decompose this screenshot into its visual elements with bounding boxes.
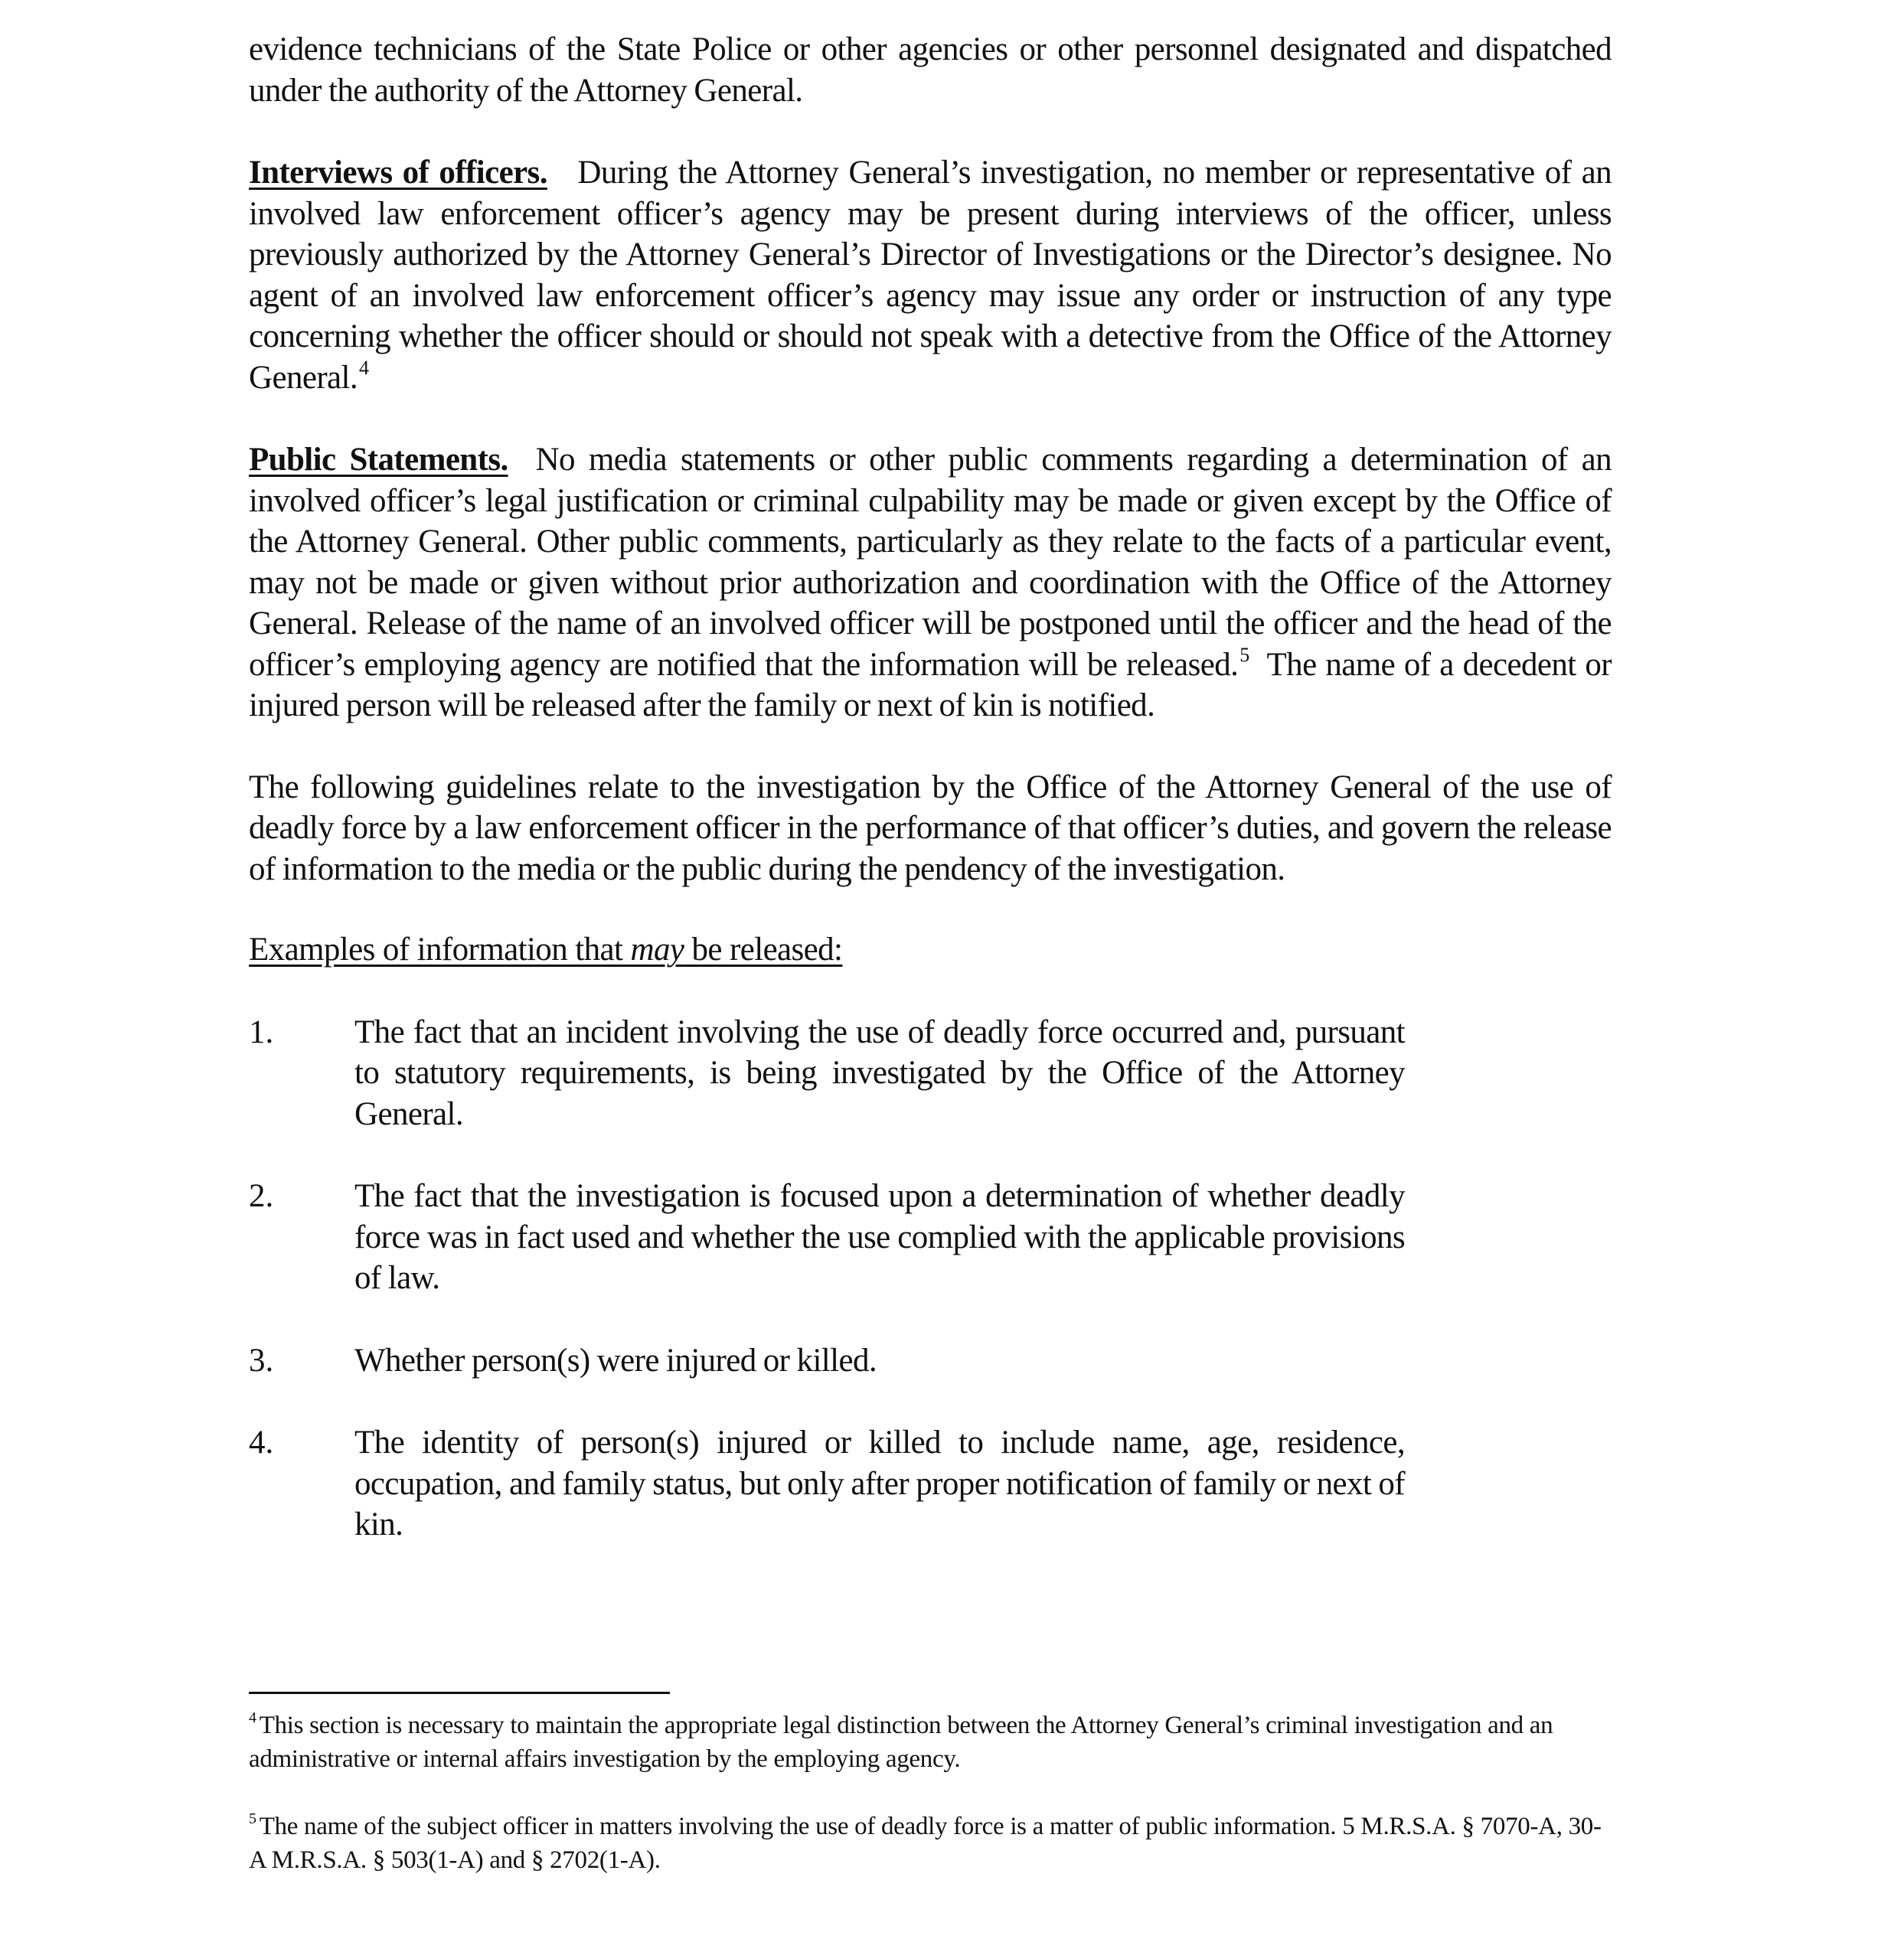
- footnote-5: [249, 1810, 1612, 1877]
- footnotes-section: [249, 1709, 1612, 1911]
- paragraph-evidence-technicians: [249, 29, 1612, 111]
- footnote-text: The name of the subject officer in matters involving the use of deadly force is a matter of public information. 5 M.R.S.A. § 7070-A, 30-A M.R.S.A. § 503(1-A) and § 2702(1-A).: [249, 1813, 1602, 1874]
- list-item-text: The fact that the investigation is focused upon a determination of whether deadly force was in fact used and whether the use complied with the applicable provisions of law.: [354, 1178, 1405, 1296]
- list-item-number: 2.: [249, 1178, 274, 1214]
- document-page: [249, 29, 1612, 1546]
- section-heading-interviews: Interviews of officers.: [249, 155, 547, 191]
- examples-heading: [249, 929, 1612, 971]
- list-item: [249, 1422, 1612, 1546]
- paragraph-text-continued: The name of a decedent or injured person will be released after the family or next of kin is notified.: [249, 646, 1612, 723]
- footnote-number: 5: [249, 1810, 256, 1827]
- list-item: [249, 1012, 1612, 1135]
- footnote-reference-4[interactable]: 4: [359, 356, 369, 379]
- paragraph-text: During the Attorney General’s investigation, no member or representative of an involved law enforcement officer’s agency may be present during interviews of the officer, unless previously authorized by the Attorney General’s Director of Investigations or the Director’s designee. No agent of an involved law enforcement officer’s agency may issue any order or instruction of any type concerning whether the officer should or should not speak with a detective from the Office of the Attorney General.: [249, 155, 1612, 396]
- list-item: [249, 1340, 1612, 1382]
- examples-heading-before: Examples of information that: [249, 932, 631, 968]
- examples-list: [249, 1012, 1612, 1546]
- list-item-number: 4.: [249, 1425, 274, 1461]
- footnote-separator: [249, 1692, 670, 1694]
- paragraph-text: No media statements or other public comments regarding a determination of an involved officer’s legal justification or criminal culpability may be made or given except by the Office of the Attorney General. Other public comments, particularly as they relate to the facts of a particular event, may not be made or given without prior authorization and coordination with the Office of the Attorney General. Release of the name of an involved officer will be postponed until the officer and the head of the officer’s employing agency are notified that the information will be released.: [249, 442, 1612, 683]
- list-item-number: 3.: [249, 1342, 274, 1379]
- examples-heading-after: be released:: [684, 932, 843, 968]
- footnote-text: This section is necessary to maintain the appropriate legal distinction between the Attorney General’s criminal investigation and an administrative or internal affairs investigation by the employing agency.: [249, 1712, 1553, 1773]
- footnote-reference-5[interactable]: 5: [1239, 643, 1249, 666]
- section-heading-public-statements: Public Statements.: [249, 442, 508, 478]
- paragraph-guidelines-intro: [249, 767, 1612, 890]
- list-item-text: The identity of person(s) injured or killed to include name, age, residence, occupation, and family status, but only after proper notification of family or next of kin.: [354, 1425, 1405, 1542]
- list-item-text: The fact that an incident involving the use of deadly force occurred and, pursuant to statutory requirements, is being investigated by the Office of the Attorney General.: [354, 1014, 1405, 1132]
- list-item: [249, 1176, 1612, 1299]
- footnote-number: 4: [249, 1709, 256, 1726]
- list-item-number: 1.: [249, 1014, 274, 1050]
- paragraph-interviews-of-officers: [249, 152, 1612, 398]
- footnote-4: [249, 1709, 1612, 1776]
- examples-heading-emphasis: may: [630, 932, 684, 968]
- list-item-text: Whether person(s) were injured or killed.: [354, 1342, 877, 1379]
- paragraph-text: evidence technicians of the State Police or other agencies or other personnel designated and dispatched under the authority of the Attorney General.: [249, 31, 1612, 109]
- paragraph-text: The following guidelines relate to the investigation by the Office of the Attorney General of the use of deadly force by a law enforcement officer in the performance of that officer’s duties, and govern the release of information to the media or the public during the pendency of the investigation.: [249, 769, 1612, 887]
- paragraph-public-statements: [249, 439, 1612, 726]
